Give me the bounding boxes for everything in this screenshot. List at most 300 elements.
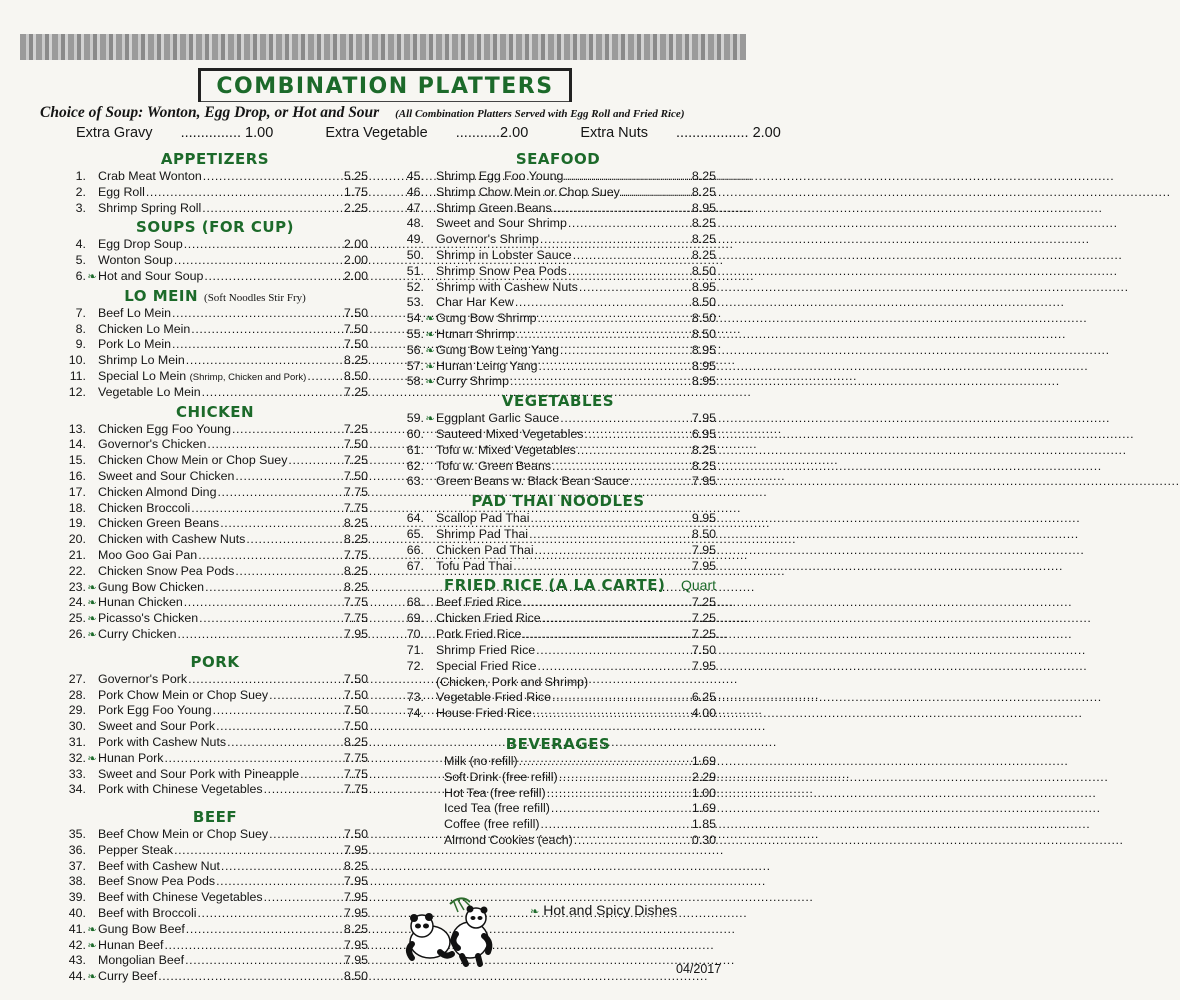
item-name xyxy=(444,786,546,802)
item-price: 7.95 xyxy=(691,658,716,673)
dot-leader xyxy=(220,516,343,532)
dot-leader xyxy=(184,237,343,253)
item-price: 5.25 xyxy=(343,169,368,183)
item-name-text: Shrimp Spring Roll xyxy=(98,200,202,215)
extra-vegetable: Extra Vegetable ...........2.00 xyxy=(325,125,529,141)
item-name xyxy=(436,459,551,475)
item-number: 8. xyxy=(75,321,86,336)
item-name xyxy=(98,688,268,704)
menu-item xyxy=(62,516,368,532)
item-number: 12. xyxy=(68,384,86,399)
item-price: 8.50 xyxy=(343,368,368,383)
item-price: 7.50 xyxy=(343,468,368,483)
item-name-text: Egg Drop Soup xyxy=(98,237,183,252)
item-price: 7.95 xyxy=(343,937,368,952)
item-name xyxy=(98,306,171,322)
dot-leader xyxy=(216,719,343,735)
item-number: 50. xyxy=(406,247,424,262)
item-price: 4.00 xyxy=(691,706,716,721)
section-title-text: FRIED RICE (A LA CARTE) xyxy=(444,576,666,595)
item-name xyxy=(436,264,567,280)
item-name xyxy=(444,754,518,770)
menu-item xyxy=(400,595,716,611)
menu-item xyxy=(400,801,716,817)
item-number: 41. xyxy=(68,921,86,936)
item-name-text: Governor's Chicken xyxy=(98,437,207,452)
extra-label: Extra Vegetable xyxy=(325,125,428,141)
dot-leader xyxy=(300,767,343,783)
dot-leader xyxy=(188,672,343,688)
menu-item xyxy=(62,469,368,485)
item-name xyxy=(436,359,538,375)
menu-item xyxy=(62,369,368,385)
item-name xyxy=(98,337,171,353)
dot-leader xyxy=(542,611,691,627)
item-name xyxy=(436,427,583,443)
item-name-text: Sauteed Mixed Vegetables xyxy=(436,426,584,441)
dot-leader xyxy=(551,801,691,817)
dot-leader xyxy=(198,548,343,564)
item-name xyxy=(98,237,183,253)
section-title-text: BEEF xyxy=(192,808,238,827)
dot-leader xyxy=(522,595,690,611)
item-number: 67. xyxy=(406,558,424,573)
item-name xyxy=(98,672,187,688)
section-title-chicken xyxy=(62,402,368,422)
item-price: 8.95 xyxy=(691,200,716,215)
item-price: 8.25 xyxy=(691,232,716,247)
menu-item xyxy=(62,922,368,938)
menu-item xyxy=(62,890,368,906)
dot-leader xyxy=(172,306,343,322)
item-number: 30. xyxy=(68,719,86,734)
item-price: 7.95 xyxy=(691,558,716,573)
item-name-text: Special Fried Rice xyxy=(436,658,537,673)
item-number: 40. xyxy=(68,906,86,921)
pepper-icon: ❧ xyxy=(87,971,97,984)
dot-leader xyxy=(530,511,690,527)
item-price: 8.50 xyxy=(691,326,716,341)
menu-item xyxy=(400,627,716,643)
dot-leader xyxy=(146,185,343,201)
dot-leader xyxy=(203,169,343,185)
menu-date: 04/2017 xyxy=(676,962,722,976)
item-name-text: Shrimp Egg Foo Young xyxy=(436,169,564,183)
dot-leader xyxy=(574,833,691,849)
menu-item xyxy=(400,690,716,706)
header-band xyxy=(20,34,746,60)
item-price: 7.50 xyxy=(343,703,368,718)
item-name xyxy=(98,369,306,386)
menu-item xyxy=(62,595,368,611)
item-name-text: Pork Egg Foo Young xyxy=(98,703,212,718)
dot-leader xyxy=(519,754,691,770)
dot-leader xyxy=(584,427,690,443)
section-title-pork xyxy=(62,652,368,672)
item-number: 70. xyxy=(406,626,424,641)
item-name xyxy=(98,422,231,438)
dot-leader xyxy=(513,559,691,575)
menu-item xyxy=(62,253,368,269)
dot-leader xyxy=(264,890,343,906)
item-price: 8.25 xyxy=(691,458,716,473)
menu-item xyxy=(62,237,368,253)
dot-leader xyxy=(515,295,691,311)
pepper-icon: ❧ xyxy=(425,344,435,357)
dot-leader xyxy=(235,564,342,580)
section-title-text: LO MEIN xyxy=(124,286,199,305)
menu-item xyxy=(400,559,716,575)
section-title-text: APPETIZERS xyxy=(160,150,270,168)
item-name-text: Curry Chicken xyxy=(98,626,177,641)
item-name-text: Picasso's Chicken xyxy=(98,611,199,626)
item-price: 0.30 xyxy=(691,832,716,847)
item-price: 2.00 xyxy=(343,268,368,283)
dot-leader xyxy=(174,253,343,269)
item-number: 22. xyxy=(68,563,86,578)
item-name xyxy=(98,890,263,906)
item-price: 7.95 xyxy=(343,906,368,921)
item-name-text: Gung Bow Beef xyxy=(98,921,185,936)
item-name xyxy=(98,703,212,719)
item-number: 10. xyxy=(68,353,86,368)
item-number: 6. xyxy=(75,268,86,283)
dot-leader xyxy=(202,201,343,217)
item-price: 8.25 xyxy=(343,353,368,368)
section-title-text: CHICKEN xyxy=(175,402,255,421)
item-number: 19. xyxy=(68,516,86,531)
pepper-icon: ❧ xyxy=(87,752,97,765)
item-price: 2.00 xyxy=(343,237,368,252)
item-name-text: Beef Chow Mein or Chop Suey xyxy=(98,827,269,842)
dot-leader xyxy=(186,353,343,369)
dot-leader xyxy=(232,422,343,438)
dot-leader xyxy=(288,453,342,469)
item-name xyxy=(98,874,215,890)
item-number: 28. xyxy=(68,687,86,702)
item-price: 7.50 xyxy=(343,305,368,320)
item-price: 7.95 xyxy=(343,953,368,968)
menu-item xyxy=(62,767,368,783)
section-title-text: SEAFOOD xyxy=(515,150,601,168)
item-number: 54. xyxy=(406,311,424,326)
menu-item xyxy=(62,485,368,501)
item-price: 7.95 xyxy=(343,626,368,641)
item-name-text: Almond Cookies (each) xyxy=(444,832,573,847)
pepper-icon: ❧ xyxy=(87,939,97,952)
item-name-text: Shrimp Chow Mein or Chop Suey xyxy=(436,184,620,199)
legend-text: Hot and Spicy Dishes xyxy=(543,902,678,918)
item-name-text: Curry Shrimp xyxy=(436,374,509,389)
item-name xyxy=(436,374,509,390)
item-name xyxy=(436,474,629,490)
menu-item xyxy=(62,269,368,285)
item-number: 62. xyxy=(406,458,424,473)
left-column xyxy=(62,148,368,985)
dot-leader xyxy=(164,938,342,954)
item-price: 9.95 xyxy=(691,511,716,526)
menu-item xyxy=(400,248,716,264)
item-name xyxy=(436,690,551,706)
item-price: 8.25 xyxy=(343,516,368,531)
menu-item xyxy=(62,532,368,548)
item-name xyxy=(436,527,528,543)
item-name xyxy=(98,782,263,798)
item-name-text: Hunan Pork xyxy=(98,750,164,765)
section-title-text: PAD THAI NOODLES xyxy=(471,492,645,511)
soup-choice-line xyxy=(40,104,740,122)
item-name-text: Pork Chow Mein or Chop Suey xyxy=(98,687,269,702)
dot-leader xyxy=(204,269,342,285)
menu-item xyxy=(400,659,716,675)
item-name xyxy=(98,548,197,564)
item-number: 37. xyxy=(68,858,86,873)
item-number: 7. xyxy=(75,305,86,320)
item-price: 8.95 xyxy=(691,279,716,294)
dot-leader xyxy=(539,359,691,375)
item-price: 8.95 xyxy=(691,358,716,373)
extra-price: 2.00 xyxy=(500,125,529,141)
menu-item xyxy=(62,859,368,875)
item-number: 60. xyxy=(406,426,424,441)
item-number: 55. xyxy=(406,326,424,341)
item-name-text: Scallop Pad Thai xyxy=(436,511,530,526)
menu-item xyxy=(62,735,368,751)
dot-leader xyxy=(630,474,691,490)
item-price: 7.50 xyxy=(343,687,368,702)
menu-item xyxy=(62,201,368,217)
dot-leader xyxy=(568,264,691,280)
dot-leader xyxy=(552,690,691,706)
item-price: 7.50 xyxy=(343,321,368,336)
item-name-text: Chicken Almond Ding xyxy=(98,484,217,499)
item-number: 3. xyxy=(75,200,86,215)
item-name-text: Governor's Pork xyxy=(98,671,188,686)
item-price: 1.69 xyxy=(691,753,716,768)
item-name xyxy=(436,443,576,459)
item-number: 63. xyxy=(406,474,424,489)
menu-item xyxy=(62,437,368,453)
item-number: 46. xyxy=(406,184,424,199)
item-name xyxy=(98,253,173,269)
item-number: 35. xyxy=(68,827,86,842)
item-name-text: Chicken Pad Thai xyxy=(436,542,534,557)
item-name xyxy=(98,906,196,922)
section-title-fried-rice xyxy=(400,575,716,595)
item-name-text: Hunan Beef xyxy=(98,937,164,952)
item-name-text: Sweet and Sour Chicken xyxy=(98,468,235,483)
item-price: 7.25 xyxy=(343,421,368,436)
item-name xyxy=(436,611,541,627)
item-name xyxy=(98,501,190,517)
item-name-text: Beef Lo Mein xyxy=(98,305,172,320)
item-price: 8.25 xyxy=(343,563,368,578)
item-name xyxy=(436,232,539,248)
item-price: 7.75 xyxy=(343,500,368,515)
item-name-text: Moo Goo Gai Pan xyxy=(98,547,198,562)
item-name-text: Special Lo Mein xyxy=(98,368,187,383)
menu-item xyxy=(400,264,716,280)
dot-leader xyxy=(197,906,342,922)
special-note: (Chicken, Pork and Shrimp) xyxy=(436,675,589,690)
item-name-text: Pepper Steak xyxy=(98,842,174,857)
item-name-text: Beef Snow Pea Pods xyxy=(98,874,216,889)
item-name-text: Hunan Chicken xyxy=(98,595,183,610)
panda-icon xyxy=(400,896,500,968)
item-number: 27. xyxy=(68,671,86,686)
menu-item xyxy=(62,422,368,438)
menu-item xyxy=(62,337,368,353)
menu-item xyxy=(400,527,716,543)
item-name xyxy=(98,516,219,532)
menu-item xyxy=(400,311,716,327)
item-price: 8.25 xyxy=(691,184,716,199)
menu-item xyxy=(62,501,368,517)
item-price: 7.25 xyxy=(343,384,368,399)
item-number: 14. xyxy=(68,437,86,452)
item-price: 7.50 xyxy=(343,437,368,452)
item-number: 2. xyxy=(75,184,86,199)
menu-item xyxy=(62,906,368,922)
item-price: 7.75 xyxy=(343,750,368,765)
item-name xyxy=(436,411,559,427)
menu-item xyxy=(400,543,716,559)
item-number: 9. xyxy=(75,337,86,352)
menu-item xyxy=(400,706,716,722)
item-price: 8.50 xyxy=(343,969,368,984)
dot-leader xyxy=(174,843,343,859)
item-name-text: Beef with Cashew Nut xyxy=(98,858,220,873)
item-price: 7.95 xyxy=(343,890,368,905)
item-number: 71. xyxy=(406,642,424,657)
extra-gravy: Extra Gravy ............... 1.00 xyxy=(76,125,274,141)
item-name xyxy=(436,643,535,659)
dot-leader xyxy=(191,501,343,517)
dot-leader xyxy=(538,659,691,675)
item-name xyxy=(98,269,203,285)
menu-item xyxy=(62,719,368,735)
item-name xyxy=(436,706,532,722)
menu-item xyxy=(62,874,368,890)
item-number: 69. xyxy=(406,611,424,626)
item-name-text: Chicken Green Beans xyxy=(98,516,220,531)
item-name xyxy=(98,843,173,859)
item-name xyxy=(98,969,157,985)
item-name-text: Wonton Soup xyxy=(98,253,173,268)
item-name-text: Chicken Snow Pea Pods xyxy=(98,563,235,578)
dot-leader xyxy=(533,706,691,722)
item-number: 65. xyxy=(406,526,424,541)
dot-leader xyxy=(202,385,343,401)
menu-item xyxy=(62,672,368,688)
item-number: 25. xyxy=(68,611,86,626)
item-name xyxy=(98,169,202,185)
item-name xyxy=(98,611,198,627)
item-name xyxy=(436,559,512,575)
item-number: 38. xyxy=(68,874,86,889)
item-name xyxy=(436,295,514,311)
item-name-text: Green Beans w. Black Bean Sauce xyxy=(436,474,629,489)
item-price: 1.00 xyxy=(691,785,716,800)
section-title-beef xyxy=(62,807,368,827)
menu-item xyxy=(400,754,716,770)
item-name-text: Egg Roll xyxy=(98,184,145,199)
item-number: 18. xyxy=(68,500,86,515)
item-number: 47. xyxy=(406,200,424,215)
dot-leader xyxy=(269,827,343,843)
served-note: (All Combination Platters Served with Egg Roll and Fried Rice) xyxy=(395,108,685,120)
item-price: 2.00 xyxy=(343,253,368,268)
dot-leader xyxy=(199,611,343,627)
item-name xyxy=(98,532,245,548)
item-price: 7.75 xyxy=(343,595,368,610)
pepper-icon: ❧ xyxy=(87,923,97,936)
item-number: 42. xyxy=(68,937,86,952)
pepper-icon: ❧ xyxy=(425,328,435,341)
item-name-text: Iced Tea (free refill) xyxy=(444,801,550,816)
menu-item xyxy=(62,322,368,338)
item-name xyxy=(436,343,559,359)
dot-leader xyxy=(205,580,343,596)
item-number: 32. xyxy=(68,750,86,765)
item-number: 5. xyxy=(75,253,86,268)
item-name xyxy=(436,201,552,217)
menu-item xyxy=(400,643,716,659)
item-number: 1. xyxy=(75,169,86,183)
item-name xyxy=(436,659,537,675)
item-name-text: Mongolian Beef xyxy=(98,953,185,968)
item-number: 56. xyxy=(406,342,424,357)
item-number: 33. xyxy=(68,766,86,781)
item-name-text: Hunan Leing Yang xyxy=(436,358,538,373)
item-name xyxy=(436,511,529,527)
extra-label: Extra Gravy xyxy=(76,125,153,141)
item-name xyxy=(98,201,201,217)
item-number: 68. xyxy=(406,595,424,610)
pepper-icon: ❧ xyxy=(87,628,97,641)
item-price: 2.29 xyxy=(691,769,716,784)
item-name xyxy=(98,453,287,469)
item-price: 8.25 xyxy=(691,169,716,183)
section-subtitle: (Soft Noodles Stir Fry) xyxy=(204,291,306,304)
pepper-icon: ❧ xyxy=(425,376,435,389)
item-price: 8.50 xyxy=(691,263,716,278)
menu-item xyxy=(62,751,368,767)
section-title-pad-thai xyxy=(400,491,716,511)
item-name-text: Pork Lo Mein xyxy=(98,337,172,352)
item-price: 7.25 xyxy=(691,626,716,641)
item-name xyxy=(436,248,572,264)
item-name-text: Sweet and Sour Shrimp xyxy=(436,216,567,231)
dot-leader xyxy=(541,817,691,833)
item-name-text: Crab Meat Wonton xyxy=(98,169,202,183)
item-number: 58. xyxy=(406,374,424,389)
section-title-lo-mein xyxy=(62,286,368,306)
item-name xyxy=(436,627,521,643)
menu-item xyxy=(62,688,368,704)
item-name xyxy=(98,735,226,751)
item-name xyxy=(444,833,573,849)
item-price: 7.50 xyxy=(343,337,368,352)
dot-leader xyxy=(207,437,342,453)
item-price: 6.25 xyxy=(691,690,716,705)
item-number: 52. xyxy=(406,279,424,294)
item-price: 7.75 xyxy=(343,766,368,781)
menu-item xyxy=(400,786,716,802)
item-price: 8.95 xyxy=(691,342,716,357)
item-number: 20. xyxy=(68,532,86,547)
dot-leader xyxy=(529,527,691,543)
